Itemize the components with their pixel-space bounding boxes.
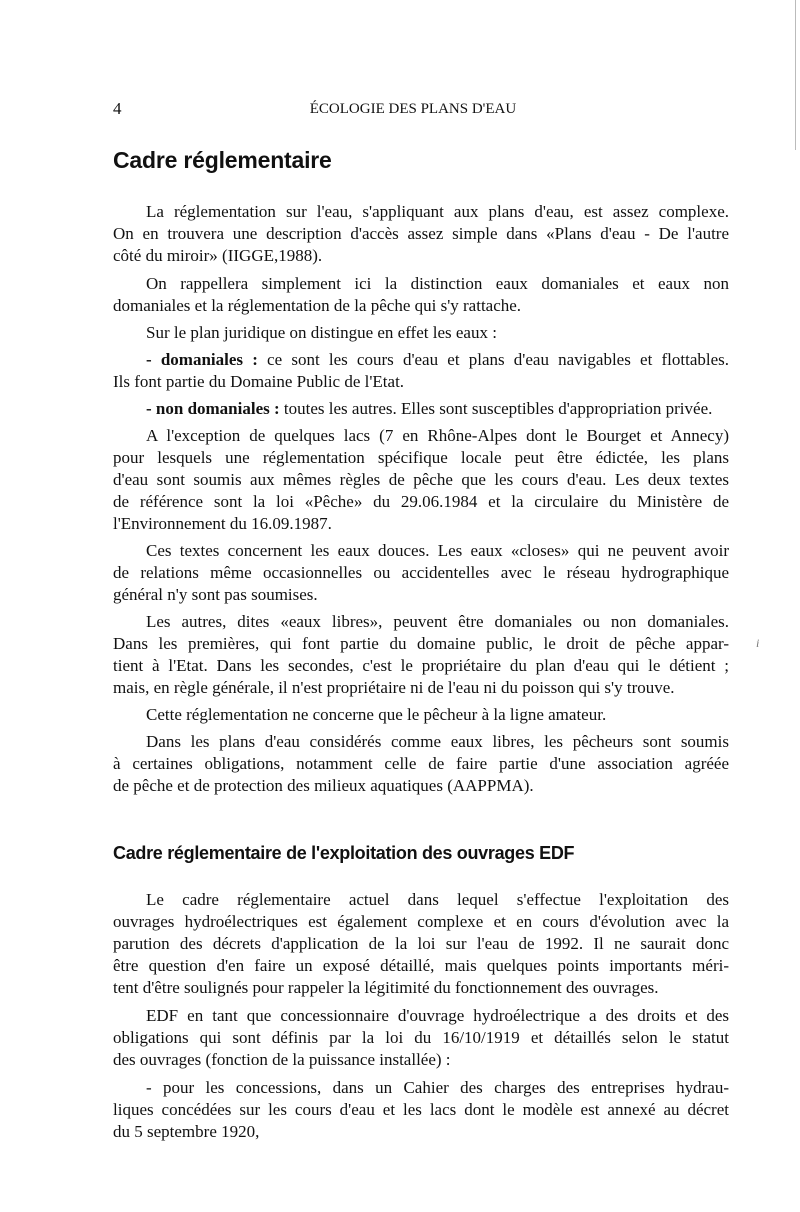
paragraph-line: Sur le plan juridique on distingue en effet les eaux : <box>146 323 497 342</box>
line-text: ce sont les cours d'eau et plans d'eau navigables et flottables. <box>257 350 729 369</box>
paragraph-line: tent d'être soulignés pour rappeler la légitimité du fonctionnement des ouvrages. <box>113 978 659 997</box>
paragraph-line: parution des décrets d'application de la loi sur l'eau de 1992. Il ne saurait donc <box>113 934 729 953</box>
paragraph-line: On en trouvera une description d'accès assez simple dans «Plans d'eau - De l'autre <box>113 224 729 243</box>
paragraph-line <box>146 350 729 370</box>
paragraph-line: des ouvrages (fonction de la puissance installée) : <box>113 1050 451 1069</box>
paragraph-line: pour lesquels une réglementation spécifique locale peut être édictée, les plans <box>113 448 729 467</box>
term-bold: - domaniales : <box>146 350 258 369</box>
paragraph-line: La réglementation sur l'eau, s'appliquant aux plans d'eau, est assez complexe. <box>146 202 729 221</box>
paragraph-line: de pêche et de protection des milieux aquatiques (AAPPMA). <box>113 776 534 795</box>
paragraph-line: tient à l'Etat. Dans les secondes, c'est le propriétaire du plan d'eau qui le détient ; <box>113 656 729 675</box>
paragraph-line: de relations même occasionnelles ou accidentelles avec le réseau hydrographique <box>113 563 729 582</box>
paragraph-line: Dans les plans d'eau considérés comme eaux libres, les pêcheurs sont soumis <box>146 732 729 751</box>
paragraph-line: EDF en tant que concessionnaire d'ouvrage hydroélectrique a des droits et des <box>146 1006 729 1025</box>
paragraph-line <box>146 399 729 419</box>
paragraph-line: Dans les premières, qui font partie du domaine public, le droit de pêche appar- <box>113 634 729 653</box>
paragraph-line: A l'exception de quelques lacs (7 en Rhône-Alpes dont le Bourget et Annecy) <box>146 426 729 445</box>
paragraph-line: - pour les concessions, dans un Cahier des charges des entreprises hydrau- <box>146 1078 729 1097</box>
paragraph-line: obligations qui sont définis par la loi du 16/10/1919 et détaillés selon le statut <box>113 1028 729 1047</box>
paragraph-line: côté du miroir» (IIGGE,1988). <box>113 246 323 265</box>
paragraph-line: Le cadre réglementaire actuel dans lequel s'effectue l'exploitation des <box>146 890 729 909</box>
page-number: 4 <box>113 99 122 118</box>
paragraph-line: général n'y sont pas soumises. <box>113 585 318 604</box>
paragraph-line: Les autres, dites «eaux libres», peuvent être domaniales ou non domaniales. <box>146 612 729 631</box>
paragraph-line: Ces textes concernent les eaux douces. Les eaux «closes» qui ne peuvent avoir <box>146 541 729 560</box>
paragraph-line: de référence sont la loi «Pêche» du 29.06.1984 et la circulaire du Ministère de <box>113 492 729 511</box>
paragraph-line: Cette réglementation ne concerne que le pêcheur à la ligne amateur. <box>146 705 607 724</box>
line-text: toutes les autres. Elles sont susceptibles d'appropriation privée. <box>279 399 713 418</box>
paragraph-line: du 5 septembre 1920, <box>113 1122 260 1141</box>
page-edge-line <box>795 0 796 150</box>
paragraph-line: domaniales et la réglementation de la pêche qui s'y rattache. <box>113 296 522 315</box>
paragraph-line: liques concédées sur les cours d'eau et les lacs dont le modèle est annexé au décret <box>113 1100 729 1119</box>
term-bold: - non domaniales : <box>146 399 280 418</box>
section-heading: Cadre réglementaire de l'exploitation des ouvrages EDF <box>113 843 575 863</box>
paragraph-line: à certaines obligations, notamment celle de faire partie d'une association agréée <box>113 754 729 773</box>
margin-mark: i <box>756 636 760 650</box>
section-heading: Cadre réglementaire <box>113 147 332 173</box>
paragraph-line: être question d'en faire un exposé détaillé, mais quelques points importants méri- <box>113 956 729 975</box>
running-title: ÉCOLOGIE DES PLANS D'EAU <box>309 101 517 117</box>
paragraph-line: mais, en règle générale, il n'est propriétaire ni de l'eau ni du poisson qui s'y trouve. <box>113 678 675 697</box>
paragraph-line: d'eau sont soumis aux mêmes règles de pêche que les cours d'eau. Les deux textes <box>113 470 729 489</box>
paragraph-line: l'Environnement du 16.09.1987. <box>113 514 332 533</box>
paragraph-line: On rappellera simplement ici la distinction eaux domaniales et eaux non <box>146 274 729 293</box>
paragraph-line: ouvrages hydroélectriques est également complexe et en cours d'évolution avec la <box>113 912 729 931</box>
paragraph-line: Ils font partie du Domaine Public de l'Etat. <box>113 372 405 391</box>
